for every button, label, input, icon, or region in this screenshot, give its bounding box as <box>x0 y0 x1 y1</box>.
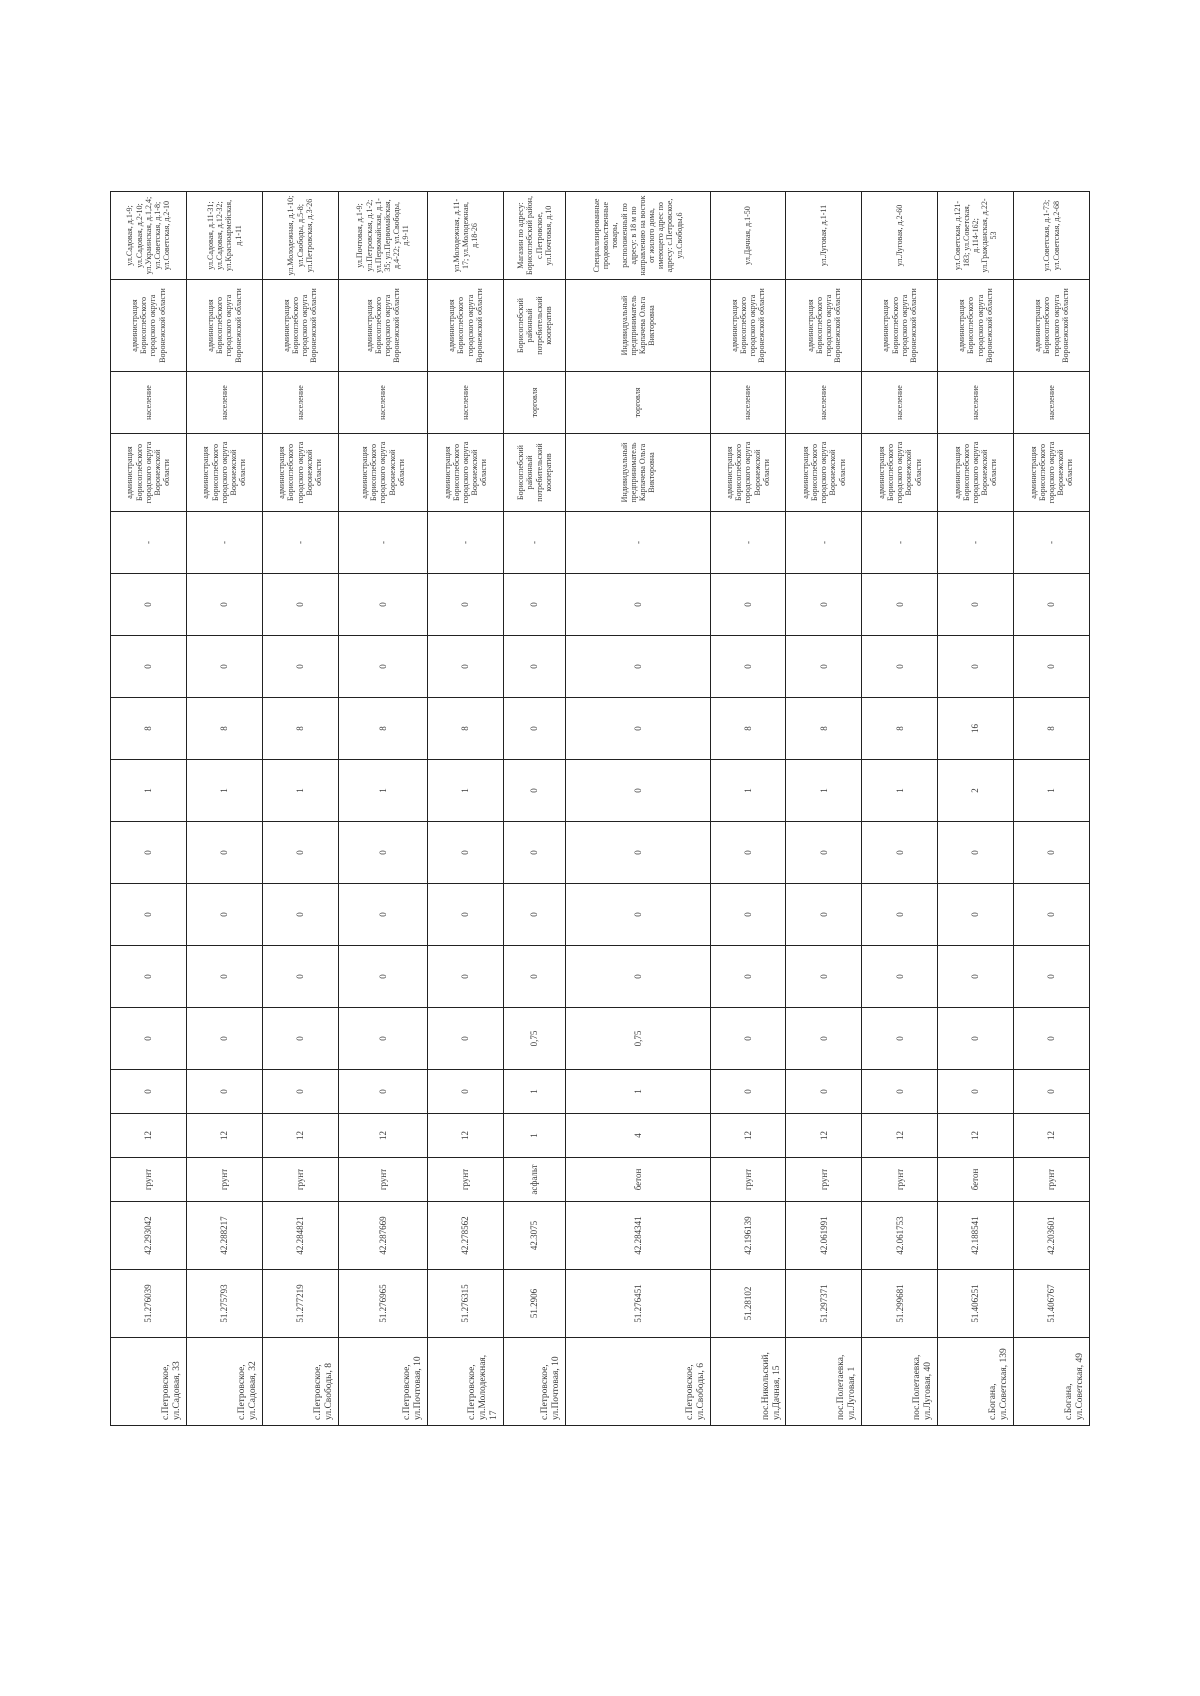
c6-cell: 0 <box>710 822 786 884</box>
c9-cell: 0 <box>428 636 504 698</box>
owner-cell: администрация Борисоглебского городского округа Воронежской области <box>1014 434 1090 512</box>
c10-cell: 0 <box>186 574 262 636</box>
served-objects-cell: ул.Почтовая, д.1-9; ул.Петровская, д.1-2; ул.Первомайская, д.1-35; ул.Первомайская, д.4-22; ул.Свободы, д.9-11 <box>338 192 428 280</box>
latitude-cell: 51.299681 <box>862 1270 938 1338</box>
area-cell: 12 <box>710 1114 786 1158</box>
table-row <box>428 192 504 1426</box>
longitude-cell: 42.061991 <box>786 1202 862 1270</box>
c10-cell: 0 <box>338 574 428 636</box>
c9-cell: 0 <box>1014 636 1090 698</box>
owner-cell: администрация Борисоглебского городского округа Воронежской области <box>111 434 187 512</box>
latitude-cell: 51.276451 <box>566 1270 710 1338</box>
c6-cell: 0 <box>428 822 504 884</box>
c3-cell: 0 <box>786 1008 862 1070</box>
c7-cell: 1 <box>1014 760 1090 822</box>
owner-cell: администрация Борисоглебского городского округа Воронежской области <box>186 434 262 512</box>
c8-cell: 8 <box>428 698 504 760</box>
c3-cell: 0 <box>1014 1008 1090 1070</box>
c6-cell: 0 <box>111 822 187 884</box>
c3-cell: 0 <box>186 1008 262 1070</box>
c7-cell: 1 <box>710 760 786 822</box>
owner-cell: администрация Борисоглебского городского округа Воронежской области <box>428 434 504 512</box>
area-cell: 12 <box>338 1114 428 1158</box>
c4-cell: 0 <box>338 946 428 1008</box>
longitude-cell: 42.293042 <box>111 1202 187 1270</box>
c2-cell: 0 <box>262 1070 338 1114</box>
c5-cell: 0 <box>938 884 1014 946</box>
source-kind-cell: население <box>428 372 504 434</box>
operator-cell: администрация Борисоглебского городского округа Воронежской области <box>862 280 938 372</box>
owner-cell: администрация Борисоглебского городского округа Воронежской области <box>338 434 428 512</box>
c8-cell: 8 <box>862 698 938 760</box>
c10-cell: 0 <box>504 574 566 636</box>
c9-cell: 0 <box>786 636 862 698</box>
operator-cell: администрация Борисоглебского городского округа Воронежской области <box>111 280 187 372</box>
surface-cell: грунт <box>186 1158 262 1202</box>
c2-cell: 1 <box>504 1070 566 1114</box>
c2-cell: 0 <box>1014 1070 1090 1114</box>
c3-cell: 0,75 <box>566 1008 710 1070</box>
c4-cell: 0 <box>504 946 566 1008</box>
c3-cell: 0 <box>111 1008 187 1070</box>
source-kind-cell: торговля <box>566 372 710 434</box>
surface-cell: грунт <box>862 1158 938 1202</box>
longitude-cell: 42.284821 <box>262 1202 338 1270</box>
c8-cell: 8 <box>710 698 786 760</box>
table-row <box>504 192 566 1426</box>
table-row <box>338 192 428 1426</box>
c3-cell: 0 <box>262 1008 338 1070</box>
table-row <box>566 192 710 1426</box>
longitude-cell: 42.203601 <box>1014 1202 1090 1270</box>
c7-cell: 1 <box>428 760 504 822</box>
c11-cell: - <box>862 512 938 574</box>
source-kind-cell: население <box>786 372 862 434</box>
c7-cell: 1 <box>262 760 338 822</box>
longitude-cell: 42.278562 <box>428 1202 504 1270</box>
served-objects-cell: ул.Советская, д.1-73; ул.Советская, д.2-68 <box>1014 192 1090 280</box>
c4-cell: 0 <box>710 946 786 1008</box>
table-row <box>262 192 338 1426</box>
table-row <box>938 192 1014 1426</box>
owner-cell: администрация Борисоглебского городского округа Воронежской области <box>786 434 862 512</box>
operator-cell: администрация Борисоглебского городского округа Воронежской области <box>186 280 262 372</box>
c5-cell: 0 <box>862 884 938 946</box>
served-objects-cell: ул.Садовая, д.1-9; ул.Садовая, д.2-10; ул.Украинская, д.1,2,4; ул.Советская, д.1-8; ул.Советская, д.2-10 <box>111 192 187 280</box>
c2-cell: 0 <box>428 1070 504 1114</box>
latitude-cell: 51.275793 <box>186 1270 262 1338</box>
c8-cell: 8 <box>786 698 862 760</box>
c9-cell: 0 <box>862 636 938 698</box>
c7-cell: 1 <box>786 760 862 822</box>
surface-cell: грунт <box>338 1158 428 1202</box>
source-kind-cell: население <box>111 372 187 434</box>
c6-cell: 0 <box>504 822 566 884</box>
site-address-cell: с.Петровское, ул.Свободы, 6 <box>566 1338 710 1426</box>
area-cell: 12 <box>786 1114 862 1158</box>
c10-cell: 0 <box>428 574 504 636</box>
c6-cell: 0 <box>186 822 262 884</box>
latitude-cell: 51.276965 <box>338 1270 428 1338</box>
c3-cell: 0,75 <box>504 1008 566 1070</box>
operator-cell: Индивидуальный предприниматель Карпачева Ольга Викторовна <box>566 280 710 372</box>
c8-cell: 8 <box>338 698 428 760</box>
latitude-cell: 51.2906 <box>504 1270 566 1338</box>
c4-cell: 0 <box>428 946 504 1008</box>
operator-cell: администрация Борисоглебского городского округа Воронежской области <box>938 280 1014 372</box>
c5-cell: 0 <box>186 884 262 946</box>
c4-cell: 0 <box>938 946 1014 1008</box>
c4-cell: 0 <box>862 946 938 1008</box>
c10-cell: 0 <box>710 574 786 636</box>
operator-cell: администрация Борисоглебского городского округа Воронежской области <box>428 280 504 372</box>
c7-cell: 1 <box>111 760 187 822</box>
longitude-cell: 42.061753 <box>862 1202 938 1270</box>
c3-cell: 0 <box>938 1008 1014 1070</box>
table-row <box>786 192 862 1426</box>
longitude-cell: 42.196139 <box>710 1202 786 1270</box>
c3-cell: 0 <box>862 1008 938 1070</box>
area-cell: 12 <box>1014 1114 1090 1158</box>
owner-cell: администрация Борисоглебского городского округа Воронежской области <box>710 434 786 512</box>
latitude-cell: 51.297371 <box>786 1270 862 1338</box>
c6-cell: 0 <box>1014 822 1090 884</box>
c9-cell: 0 <box>111 636 187 698</box>
c8-cell: 0 <box>566 698 710 760</box>
site-address-cell: с.Богана, ул.Советская, 49 <box>1014 1338 1090 1426</box>
owner-cell: Борисоглебский районный потребительский кооператив <box>504 434 566 512</box>
served-objects-cell: ул.Луговая, д.2-60 <box>862 192 938 280</box>
c11-cell: - <box>262 512 338 574</box>
operator-cell: администрация Борисоглебского городского округа Воронежской области <box>710 280 786 372</box>
c10-cell: 0 <box>786 574 862 636</box>
surface-cell: грунт <box>710 1158 786 1202</box>
c3-cell: 0 <box>710 1008 786 1070</box>
c2-cell: 0 <box>111 1070 187 1114</box>
c7-cell: 2 <box>938 760 1014 822</box>
surface-cell: грунт <box>428 1158 504 1202</box>
c2-cell: 0 <box>338 1070 428 1114</box>
longitude-cell: 42.287669 <box>338 1202 428 1270</box>
c11-cell: - <box>428 512 504 574</box>
c5-cell: 0 <box>338 884 428 946</box>
served-objects-cell: ул.Дачная, д.1-50 <box>710 192 786 280</box>
area-cell: 12 <box>862 1114 938 1158</box>
latitude-cell: 51.276315 <box>428 1270 504 1338</box>
site-address-cell: с.Петровское, ул.Свободы, 8 <box>262 1338 338 1426</box>
c6-cell: 0 <box>786 822 862 884</box>
owner-cell: администрация Борисоглебского городского округа Воронежской области <box>938 434 1014 512</box>
c9-cell: 0 <box>566 636 710 698</box>
owner-cell: Индивидуальный предприниматель Карпачева Ольга Викторовна <box>566 434 710 512</box>
c4-cell: 0 <box>262 946 338 1008</box>
area-cell: 12 <box>262 1114 338 1158</box>
c4-cell: 0 <box>786 946 862 1008</box>
area-cell: 12 <box>111 1114 187 1158</box>
c5-cell: 0 <box>428 884 504 946</box>
c7-cell: 0 <box>504 760 566 822</box>
operator-cell: администрация Борисоглебского городского округа Воронежской области <box>786 280 862 372</box>
rotated-page <box>110 195 1090 1426</box>
c11-cell: - <box>186 512 262 574</box>
c2-cell: 0 <box>186 1070 262 1114</box>
longitude-cell: 42.3075 <box>504 1202 566 1270</box>
c11-cell: - <box>786 512 862 574</box>
surface-cell: асфальт <box>504 1158 566 1202</box>
c10-cell: 0 <box>938 574 1014 636</box>
c9-cell: 0 <box>186 636 262 698</box>
c2-cell: 0 <box>786 1070 862 1114</box>
c11-cell: - <box>1014 512 1090 574</box>
site-address-cell: с.Петровское, ул.Молодежная, 17 <box>428 1338 504 1426</box>
latitude-cell: 51.276039 <box>111 1270 187 1338</box>
c9-cell: 0 <box>938 636 1014 698</box>
surface-cell: грунт <box>786 1158 862 1202</box>
latitude-cell: 51.28102 <box>710 1270 786 1338</box>
operator-cell: администрация Борисоглебского городского округа Воронежской области <box>262 280 338 372</box>
c11-cell: - <box>504 512 566 574</box>
table-row <box>111 192 187 1426</box>
area-cell: 12 <box>186 1114 262 1158</box>
served-objects-cell: Специализированные продовольственные товары, расположенный по адресу: в 18 м по направлению на восток от жилого дома, имеющего адрес по адресу: с.Петровское, ул.Свободы,6 <box>566 192 710 280</box>
c9-cell: 0 <box>338 636 428 698</box>
c8-cell: 16 <box>938 698 1014 760</box>
c10-cell: 0 <box>566 574 710 636</box>
source-kind-cell: торговля <box>504 372 566 434</box>
c5-cell: 0 <box>111 884 187 946</box>
c2-cell: 0 <box>938 1070 1014 1114</box>
surface-cell: бетон <box>938 1158 1014 1202</box>
source-kind-cell: население <box>938 372 1014 434</box>
site-address-cell: с.Петровское, ул.Почтовая, 10 <box>338 1338 428 1426</box>
c11-cell: - <box>338 512 428 574</box>
served-objects-cell: Магазин по адресу: Борисоглебский район, с.Петровское, ул.Почтовая, д.10 <box>504 192 566 280</box>
c8-cell: 8 <box>262 698 338 760</box>
c9-cell: 0 <box>504 636 566 698</box>
c10-cell: 0 <box>1014 574 1090 636</box>
area-cell: 12 <box>938 1114 1014 1158</box>
site-address-cell: пос.Полетаевка, ул.Луговая, 1 <box>786 1338 862 1426</box>
source-kind-cell: население <box>338 372 428 434</box>
served-objects-cell: ул.Садовая, д.11-31; ул.Садовая, д.12-32; ул.Красноармейская, д.1-11 <box>186 192 262 280</box>
c2-cell: 0 <box>710 1070 786 1114</box>
longitude-cell: 42.188541 <box>938 1202 1014 1270</box>
latitude-cell: 51.406251 <box>938 1270 1014 1338</box>
surface-cell: грунт <box>111 1158 187 1202</box>
operator-cell: администрация Борисоглебского городского округа Воронежской области <box>338 280 428 372</box>
c2-cell: 1 <box>566 1070 710 1114</box>
served-objects-cell: ул.Молодежная, д.1-10; ул.Свободы, д.5-8; ул.Петровская, д.3-26 <box>262 192 338 280</box>
owner-cell: администрация Борисоглебского городского округа Воронежской области <box>262 434 338 512</box>
source-kind-cell: население <box>186 372 262 434</box>
c10-cell: 0 <box>111 574 187 636</box>
c8-cell: 8 <box>111 698 187 760</box>
c5-cell: 0 <box>504 884 566 946</box>
c7-cell: 0 <box>566 760 710 822</box>
longitude-cell: 42.288217 <box>186 1202 262 1270</box>
source-kind-cell: население <box>862 372 938 434</box>
c3-cell: 0 <box>428 1008 504 1070</box>
source-kind-cell: население <box>1014 372 1090 434</box>
longitude-cell: 42.284341 <box>566 1202 710 1270</box>
surface-cell: грунт <box>262 1158 338 1202</box>
c5-cell: 0 <box>786 884 862 946</box>
registry-table <box>110 191 1090 1426</box>
area-cell: 4 <box>566 1114 710 1158</box>
c5-cell: 0 <box>262 884 338 946</box>
table-row <box>1014 192 1090 1426</box>
c8-cell: 0 <box>504 698 566 760</box>
operator-cell: Борисоглебский районный потребительский кооператив <box>504 280 566 372</box>
operator-cell: администрация Борисоглебского городского округа Воронежской области <box>1014 280 1090 372</box>
served-objects-cell: ул.Молодежная, д.11-17; ул.Молодежная, д.18-26 <box>428 192 504 280</box>
source-kind-cell: население <box>262 372 338 434</box>
c4-cell: 0 <box>111 946 187 1008</box>
c4-cell: 0 <box>186 946 262 1008</box>
c3-cell: 0 <box>338 1008 428 1070</box>
area-cell: 12 <box>428 1114 504 1158</box>
c6-cell: 0 <box>938 822 1014 884</box>
c7-cell: 1 <box>862 760 938 822</box>
c6-cell: 0 <box>862 822 938 884</box>
served-objects-cell: ул.Советская, д.121-183; ул.Советская, д.114-162; ул.Гражданская, д.22-53 <box>938 192 1014 280</box>
c10-cell: 0 <box>862 574 938 636</box>
surface-cell: бетон <box>566 1158 710 1202</box>
c4-cell: 0 <box>566 946 710 1008</box>
c5-cell: 0 <box>1014 884 1090 946</box>
c7-cell: 1 <box>186 760 262 822</box>
table-row <box>710 192 786 1426</box>
c9-cell: 0 <box>262 636 338 698</box>
c6-cell: 0 <box>262 822 338 884</box>
c4-cell: 0 <box>1014 946 1090 1008</box>
c6-cell: 0 <box>566 822 710 884</box>
site-address-cell: с.Богана, ул.Советская, 139 <box>938 1338 1014 1426</box>
latitude-cell: 51.406767 <box>1014 1270 1090 1338</box>
registry-table-body <box>111 192 1090 1426</box>
source-kind-cell: население <box>710 372 786 434</box>
c5-cell: 0 <box>710 884 786 946</box>
c8-cell: 8 <box>1014 698 1090 760</box>
served-objects-cell: ул.Луговая, д.1-11 <box>786 192 862 280</box>
c7-cell: 1 <box>338 760 428 822</box>
latitude-cell: 51.277219 <box>262 1270 338 1338</box>
site-address-cell: с.Петровское, ул.Почтовая, 10 <box>504 1338 566 1426</box>
c5-cell: 0 <box>566 884 710 946</box>
site-address-cell: пос.Полетаевка, ул.Луговая, 40 <box>862 1338 938 1426</box>
surface-cell: грунт <box>1014 1158 1090 1202</box>
c10-cell: 0 <box>262 574 338 636</box>
c6-cell: 0 <box>338 822 428 884</box>
table-row <box>186 192 262 1426</box>
c11-cell: - <box>938 512 1014 574</box>
site-address-cell: с.Петровское, ул.Садовая, 32 <box>186 1338 262 1426</box>
c2-cell: 0 <box>862 1070 938 1114</box>
site-address-cell: пос.Никольский, ул.Дачная, 15 <box>710 1338 786 1426</box>
c8-cell: 8 <box>186 698 262 760</box>
area-cell: 1 <box>504 1114 566 1158</box>
owner-cell: администрация Борисоглебского городского округа Воронежской области <box>862 434 938 512</box>
c11-cell: - <box>710 512 786 574</box>
c9-cell: 0 <box>710 636 786 698</box>
site-address-cell: с.Петровское, ул.Садовая, 33 <box>111 1338 187 1426</box>
c11-cell: - <box>111 512 187 574</box>
table-row <box>862 192 938 1426</box>
c11-cell: - <box>566 512 710 574</box>
